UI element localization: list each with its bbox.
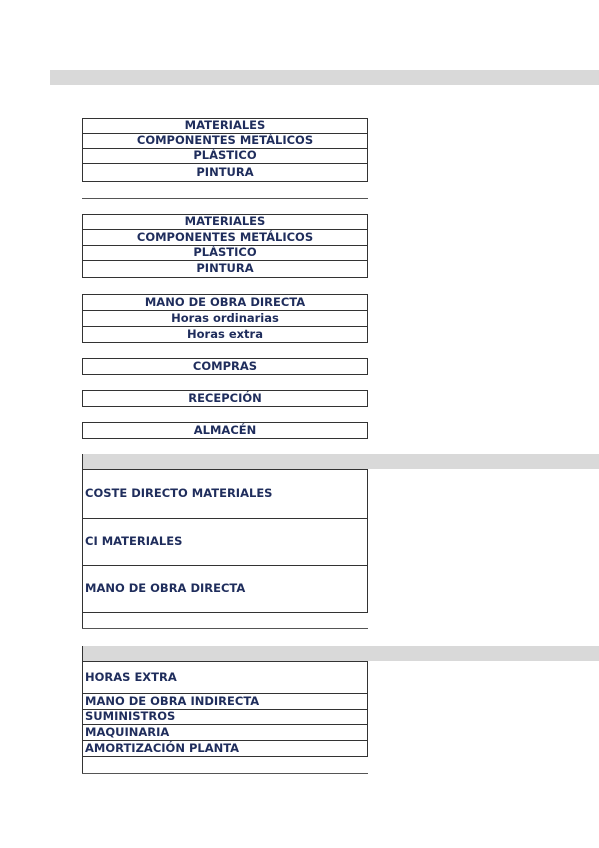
cell-plastico-1: PLÁSTICO (82, 148, 368, 164)
header-band (50, 70, 599, 85)
cell-ci-materiales: CI MATERIALES (82, 518, 368, 566)
section-b-bottom-line (82, 773, 368, 774)
cell-componentes-metalicos-1: COMPONENTES METÁLICOS (82, 133, 368, 149)
cell-amortizacion-planta: AMORTIZACIÓN PLANTA (82, 740, 368, 757)
cell-horas-extra-section: HORAS EXTRA (82, 661, 368, 694)
cell-horas-extra: Horas extra (82, 326, 368, 343)
cell-mano-de-obra-directa: MANO DE OBRA DIRECTA (82, 294, 368, 311)
cell-maquinaria: MAQUINARIA (82, 724, 368, 741)
cell-mano-de-obra-directa-section: MANO DE OBRA DIRECTA (82, 565, 368, 613)
section-a-band (82, 454, 599, 469)
cell-mano-de-obra-indirecta: MANO DE OBRA INDIRECTA (82, 693, 368, 710)
cell-coste-directo-materiales: COSTE DIRECTO MATERIALES (82, 469, 368, 519)
cell-pintura-1: PINTURA (82, 163, 368, 182)
cell-componentes-metalicos-2: COMPONENTES METÁLICOS (82, 229, 368, 246)
cell-plastico-2: PLÁSTICO (82, 245, 368, 261)
cell-pintura-2: PINTURA (82, 260, 368, 278)
cell-suministros: SUMINISTROS (82, 709, 368, 725)
cell-horas-ordinarias: Horas ordinarias (82, 310, 368, 327)
cell-recepcion: RECEPCIÓN (82, 390, 368, 407)
cell-almacen: ALMACÉN (82, 422, 368, 439)
cell-materiales-1: MATERIALES (82, 118, 368, 134)
section-a-bottom-line (82, 628, 368, 629)
section-b-band (82, 646, 599, 661)
cell-compras: COMPRAS (82, 358, 368, 375)
separator-line (82, 198, 368, 199)
cell-materiales-2: MATERIALES (82, 214, 368, 230)
